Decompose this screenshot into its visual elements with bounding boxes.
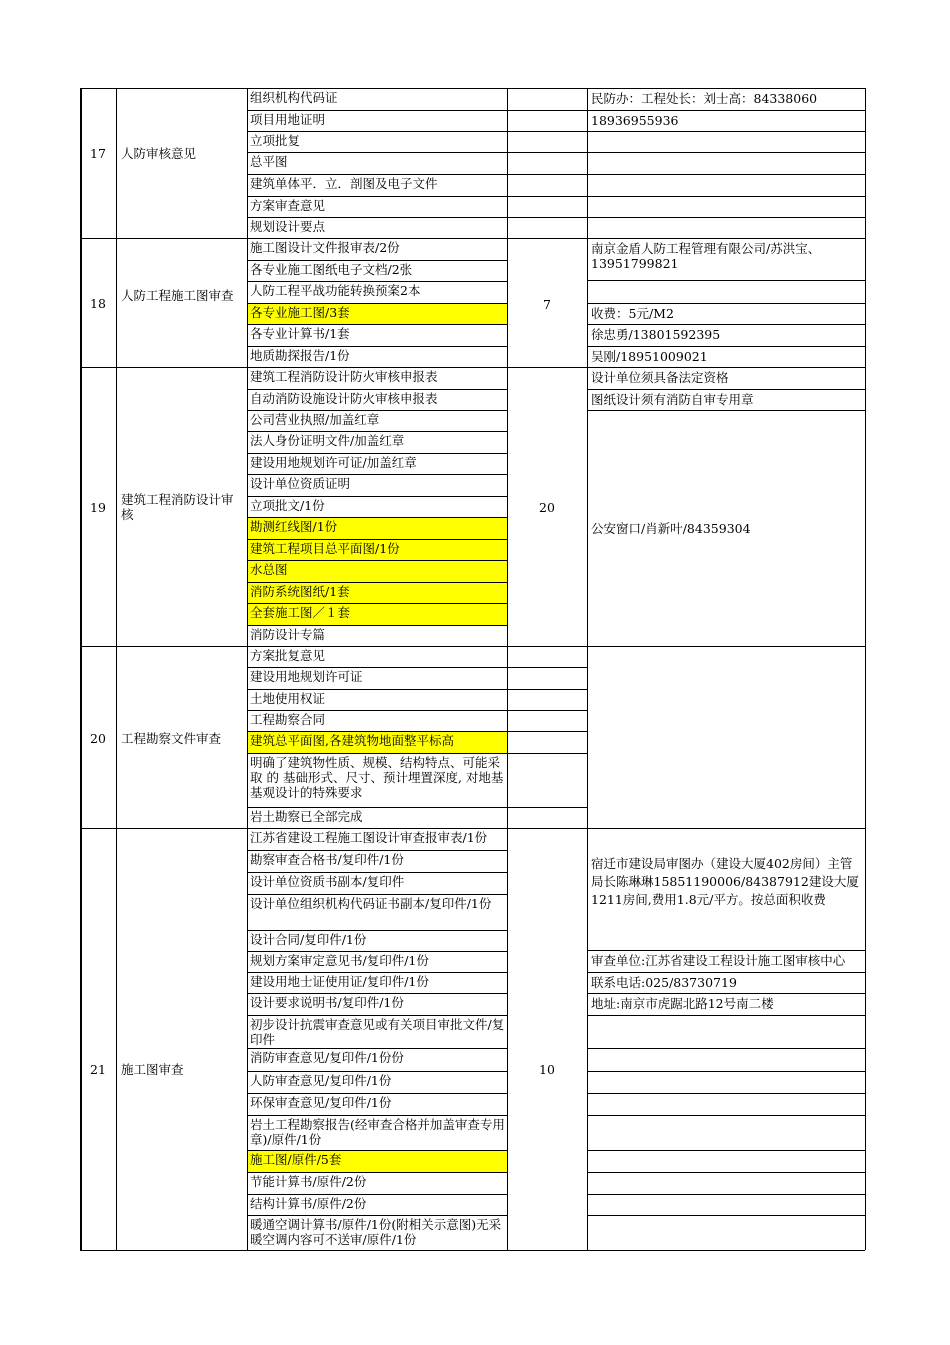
grid-line: [507, 88, 587, 89]
grid-line: [507, 238, 587, 239]
document-item[interactable]: 岩土勘察已全部完成: [250, 809, 363, 824]
document-item[interactable]: 初步设计抗震审查意见或有关项目审批文件/复印件: [250, 1017, 505, 1047]
grid-line: [507, 110, 587, 111]
grid-line: [587, 1215, 865, 1216]
document-item[interactable]: 各专业计算书/1套: [250, 326, 350, 341]
section-title[interactable]: 建筑工程消防设计审核: [121, 492, 234, 522]
section-title[interactable]: 施工图审查: [121, 1062, 184, 1077]
grid-line: [507, 828, 508, 1250]
grid-line: [80, 1250, 247, 1251]
document-item[interactable]: 勘察审查合格书/复印件/1份: [250, 852, 404, 867]
document-item[interactable]: 设计合同/复印件/1份: [250, 932, 367, 947]
document-item[interactable]: 建筑工程项目总平面图/1份: [250, 541, 400, 556]
grid-line: [247, 972, 507, 973]
grid-line: [587, 828, 865, 829]
grid-line: [247, 539, 507, 540]
grid-line: [507, 710, 587, 711]
grid-line: [587, 950, 865, 951]
grid-line: [507, 174, 587, 175]
document-item[interactable]: 环保审查意见/复印件/1份: [250, 1095, 392, 1110]
grid-line: [247, 474, 507, 475]
grid-line: [247, 731, 507, 732]
document-item[interactable]: 规划设计要点: [250, 219, 326, 234]
grid-line: [507, 689, 587, 690]
grid-line: [247, 828, 507, 829]
document-item[interactable]: 人防工程平战功能转换预案2本: [250, 283, 421, 298]
note-cell[interactable]: 地址:南京市虎踞北路12号南二楼: [591, 996, 774, 1011]
note-cell[interactable]: 18936955936: [591, 113, 679, 128]
note-cell[interactable]: 吴刚/18951009021: [591, 349, 708, 364]
grid-line: [247, 625, 507, 626]
document-item[interactable]: 项目用地证明: [250, 112, 326, 127]
grid-line: [247, 1150, 507, 1151]
document-item[interactable]: 建筑工程消防设计防火审核申报表: [250, 369, 438, 384]
grid-line: [247, 1015, 507, 1016]
item-count[interactable]: 10: [539, 1062, 555, 1077]
grid-line: [247, 689, 507, 690]
note-cell[interactable]: 南京金盾人防工程管理有限公司/苏洪宝、13951799821: [591, 241, 821, 271]
document-item[interactable]: 全套施工图／１套: [250, 605, 351, 620]
document-item[interactable]: 方案批复意见: [250, 648, 326, 663]
document-item[interactable]: 公司营业执照/加盖红章: [250, 412, 380, 427]
document-item[interactable]: 消防审查意见/复印件/1份份: [250, 1050, 404, 1065]
grid-line: [507, 753, 587, 754]
section-number[interactable]: 18: [90, 296, 106, 311]
grid-line: [247, 850, 507, 851]
grid-line: [587, 1048, 865, 1049]
grid-line: [865, 828, 866, 1250]
grid-line: [507, 367, 587, 368]
grid-line: [247, 346, 507, 347]
grid-line: [587, 1071, 865, 1072]
grid-line: [587, 238, 865, 239]
document-item[interactable]: 组织机构代码证: [250, 90, 338, 105]
grid-line: [507, 196, 587, 197]
grid-line: [247, 517, 507, 518]
document-item[interactable]: 施工图/原件/5套: [250, 1152, 342, 1167]
note-cell[interactable]: 宿迁市建设局审图办（建设大厦402房间）主管局长陈琳琳15851190006/84387912建设大厦1211房间,费用1.8元/平方。按总面积收费: [591, 856, 859, 907]
grid-line: [247, 807, 507, 808]
grid-line: [247, 710, 507, 711]
grid-line: [587, 1093, 865, 1094]
section-title[interactable]: 人防审核意见: [121, 146, 197, 161]
note-cell[interactable]: 收费：5元/M2: [591, 306, 674, 321]
grid-line: [247, 260, 507, 261]
grid-line: [587, 217, 865, 218]
grid-line: [507, 731, 587, 732]
document-item[interactable]: 建设用地规划许可证/加盖红章: [250, 455, 417, 470]
section-number[interactable]: 21: [90, 1062, 106, 1077]
document-item[interactable]: 结构计算书/原件/2份: [250, 1196, 367, 1211]
grid-line: [247, 281, 507, 282]
grid-line: [507, 828, 587, 829]
document-item[interactable]: 设计单位资质书副本/复印件: [250, 874, 405, 889]
grid-line: [247, 496, 507, 497]
grid-line: [247, 453, 507, 454]
document-item[interactable]: 立项批文/1份: [250, 498, 325, 513]
grid-line: [507, 807, 587, 808]
document-item[interactable]: 消防系统图纸/1套: [250, 584, 350, 599]
grid-line: [247, 753, 507, 754]
grid-line: [247, 238, 248, 367]
grid-line: [247, 88, 248, 238]
grid-line: [587, 303, 865, 304]
grid-line: [247, 1172, 507, 1173]
document-item[interactable]: 人防审查意见/复印件/1份: [250, 1073, 392, 1088]
grid-line: [247, 367, 507, 368]
document-item[interactable]: 勘测红线图/1份: [250, 519, 338, 534]
grid-line: [247, 238, 507, 239]
document-item[interactable]: 自动消防设施设计防火审核申报表: [250, 391, 438, 406]
document-item[interactable]: 消防设计专篇: [250, 627, 326, 642]
section-title[interactable]: 工程勘察文件审查: [121, 731, 222, 746]
grid-line: [247, 993, 507, 994]
document-item[interactable]: 总平图: [250, 154, 288, 169]
grid-line: [247, 603, 507, 604]
section-title[interactable]: 人防工程施工图审查: [121, 288, 234, 303]
document-item[interactable]: 设计单位资质证明: [250, 476, 351, 491]
grid-line: [587, 1250, 865, 1251]
grid-line: [247, 951, 507, 952]
grid-line: [116, 88, 117, 1250]
grid-line: [865, 238, 866, 367]
grid-line: [247, 410, 507, 411]
item-count[interactable]: 20: [539, 500, 555, 515]
document-item[interactable]: 岩土工程勘察报告(经审查合格并加盖审查专用章)/原件/1份: [250, 1117, 505, 1147]
document-item[interactable]: 建筑总平面图,各建筑物地面整平标高: [250, 733, 454, 748]
document-item[interactable]: 节能计算书/原件/2份: [250, 1174, 367, 1189]
grid-line: [507, 131, 587, 132]
grid-line: [247, 131, 507, 132]
grid-line: [507, 367, 508, 646]
section-number[interactable]: 20: [90, 731, 106, 746]
document-item[interactable]: 规划方案审定意见书/复印件/1份: [250, 953, 429, 968]
grid-line: [587, 1172, 865, 1173]
grid-line: [247, 303, 507, 304]
grid-line: [247, 872, 507, 873]
grid-line: [587, 88, 865, 89]
grid-line: [865, 88, 866, 238]
document-item[interactable]: 设计单位组织机构代码证书副本/复印件/1份: [250, 896, 492, 911]
grid-line: [247, 930, 507, 931]
document-item[interactable]: 建设用地规划许可证: [250, 669, 363, 684]
grid-line: [247, 88, 507, 89]
grid-line: [587, 152, 865, 153]
note-cell[interactable]: 图纸设计须有消防自审专用章: [591, 392, 754, 407]
note-cell[interactable]: 设计单位须具备法定资格: [591, 370, 729, 385]
grid-line: [247, 646, 507, 647]
grid-line: [865, 367, 866, 646]
note-cell[interactable]: 民防办：工程处长：刘士高：84338060: [591, 91, 818, 106]
note-cell[interactable]: 公安窗口/肖新叶/84359304: [591, 521, 751, 536]
document-item[interactable]: 设计要求说明书/复印件/1份: [250, 995, 404, 1010]
grid-line: [80, 646, 247, 647]
grid-line: [247, 1194, 507, 1195]
grid-line: [587, 1194, 865, 1195]
grid-line: [247, 1093, 507, 1094]
note-cell[interactable]: 审查单位:江苏省建设工程设计施工图审核中心: [591, 953, 846, 968]
document-item[interactable]: 工程勘察合同: [250, 712, 326, 727]
grid-line: [247, 667, 507, 668]
grid-line: [507, 238, 508, 367]
grid-line: [587, 196, 865, 197]
grid-line: [247, 196, 507, 197]
grid-line: [247, 152, 507, 153]
grid-line: [247, 828, 248, 1250]
grid-line: [587, 646, 865, 647]
grid-line: [247, 217, 507, 218]
grid-line: [587, 1115, 865, 1116]
grid-line: [247, 1071, 507, 1072]
grid-line: [507, 152, 587, 153]
document-item[interactable]: 各专业施工图/3套: [250, 305, 350, 320]
grid-line: [247, 560, 507, 561]
document-item[interactable]: 江苏省建设工程施工图设计审查报审表/1份: [250, 830, 488, 845]
grid-line: [507, 1250, 587, 1251]
grid-line: [247, 324, 507, 325]
grid-line: [247, 174, 507, 175]
grid-line: [507, 667, 587, 668]
document-item[interactable]: 施工图设计文件报审表/2份: [250, 240, 400, 255]
grid-line: [507, 217, 587, 218]
document-item[interactable]: 各专业施工图纸电子文档/2张: [250, 262, 413, 277]
document-item[interactable]: 法人身份证明文件/加盖红章: [250, 433, 405, 448]
item-count[interactable]: 7: [543, 297, 551, 312]
grid-line: [80, 88, 247, 89]
note-cell[interactable]: 徐忠勇/13801592395: [591, 327, 721, 342]
document-item[interactable]: 建设用地士证使用证/复印件/1份: [250, 974, 429, 989]
grid-line: [247, 367, 248, 646]
grid-line: [247, 389, 507, 390]
document-item[interactable]: 地质勘探报告/1份: [250, 348, 350, 363]
grid-line: [247, 894, 507, 895]
document-item[interactable]: 建筑单体平．立．剖图及电子文件: [250, 176, 438, 191]
document-item[interactable]: 立项批复: [250, 133, 301, 148]
grid-line: [587, 367, 865, 368]
grid-line: [507, 646, 508, 828]
document-item[interactable]: 水总图: [250, 562, 288, 577]
section-number[interactable]: 17: [90, 146, 106, 161]
grid-line: [507, 646, 587, 647]
grid-line: [247, 1115, 507, 1116]
grid-line: [247, 1215, 507, 1216]
grid-line: [587, 174, 865, 175]
grid-line: [247, 646, 248, 828]
grid-line: [247, 1250, 507, 1251]
grid-line: [247, 582, 507, 583]
grid-line: [247, 110, 507, 111]
grid-line: [247, 1048, 507, 1049]
document-item[interactable]: 土地使用权证: [250, 691, 326, 706]
grid-line: [80, 367, 247, 368]
grid-line: [247, 431, 507, 432]
document-item[interactable]: 暖通空调计算书/原件/1份(附相关示意图)无采暖空调内容可不送审/原件/1份: [250, 1217, 502, 1247]
document-item[interactable]: 方案审查意见: [250, 198, 326, 213]
grid-line: [587, 1150, 865, 1151]
grid-line: [587, 646, 588, 828]
grid-line: [80, 238, 247, 239]
note-cell[interactable]: 联系电话:025/83730719: [591, 975, 737, 990]
grid-line: [865, 646, 866, 828]
document-item[interactable]: 明确了建筑物性质、规模、结构特点、可能采取 的 基础形式、尺寸、预计埋置深度, 对地基基观设计的特殊要求: [250, 755, 504, 800]
section-number[interactable]: 19: [90, 500, 106, 515]
grid-line: [80, 828, 247, 829]
